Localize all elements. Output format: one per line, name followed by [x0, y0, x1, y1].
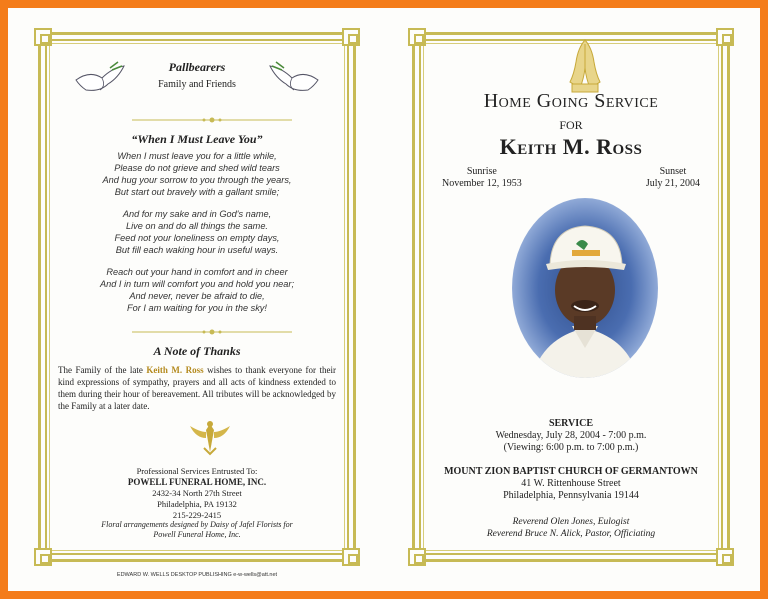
poem-stanza [52, 208, 342, 256]
service-title: Home Going Service [483, 90, 659, 112]
fh-city: Philadelphia, PA 19132 [157, 499, 237, 509]
portrait-photo [512, 198, 658, 378]
floral-credit [52, 520, 342, 540]
pallbearers-section [52, 60, 342, 90]
poem-line: For I am waiting for you in the sky! [127, 303, 267, 313]
pallbearers-subtitle: Family and Friends [158, 79, 236, 90]
officiants [426, 516, 716, 540]
sunrise-label: Sunrise [466, 166, 497, 177]
for-label: FOR [559, 118, 583, 132]
floral-line: Floral arrangements designed by Daisy of Jafel Florists for [101, 520, 293, 529]
fh-entrusted: Professional Services Entrusted To: [136, 466, 258, 476]
poem-line: And never, never be afraid to die, [129, 291, 265, 301]
church-city: Philadelphia, Pennsylvania 19144 [503, 490, 639, 501]
officiant-eulogist: Reverend Olen Jones, Eulogist [512, 517, 630, 527]
sunset-date: July 21, 2004 [645, 178, 700, 189]
program-sheet [8, 8, 760, 591]
thanks-deceased-name: Keith M. Ross [146, 365, 204, 375]
viewing-time: (Viewing: 6:00 p.m. to 7:00 p.m.) [503, 442, 639, 453]
frame-corner [716, 548, 734, 566]
ornamental-divider [132, 328, 292, 336]
fh-phone: 215-229-2415 [172, 510, 222, 520]
poem-line: And for my sake and in God's name, [122, 209, 272, 219]
thanks-title: A Note of Thanks [153, 344, 241, 358]
cover-content [426, 46, 716, 548]
frame-corner [34, 548, 52, 566]
sunset-block [646, 166, 700, 190]
fh-address: 2432-34 North 27th Street [152, 488, 242, 498]
publisher-credit: EDWARD W. WELLS DESKTOP PUBLISHING e-w-wells@att.net [116, 572, 278, 578]
frame-corner [342, 28, 360, 46]
eagle-emblem-icon [188, 418, 232, 456]
service-label: SERVICE [548, 418, 594, 429]
poem-line: Live on and do all things the same. [126, 221, 268, 231]
fh-name: POWELL FUNERAL HOME, INC. [127, 477, 267, 487]
poem-line: And hug your sorrow to you through the years, [102, 175, 292, 185]
poem-stanza [52, 150, 342, 198]
thanks-text-pre: The Family of the late [58, 365, 147, 375]
poem-line: Feed not your loneliness on empty days, [114, 233, 280, 243]
poem-line: Reach out your hand in comfort and in cheer [106, 267, 288, 277]
back-panel [38, 32, 356, 562]
service-info [426, 418, 716, 454]
poem-line: When I must leave you for a little while, [117, 151, 277, 161]
frame-corner [408, 28, 426, 46]
poem-line: Please do not grieve and shed wild tears [114, 163, 280, 173]
thanks-text-post: wishes to thank everyone for their kind expressions of sympathy, prayers and all acts of kindness extended to them during their hour of bereavement. All tributes will be acknowledged by the Family at a later date. [58, 365, 336, 411]
poem-title: “When I Must Leave You” [131, 132, 263, 146]
frame-corner [716, 28, 734, 46]
poem-line: And I in turn will comfort you and hold you near; [99, 279, 295, 289]
thanks-body [58, 364, 336, 412]
sunrise-block [442, 166, 522, 190]
funeral-home-info [52, 466, 342, 521]
church-street: 41 W. Rittenhouse Street [521, 478, 621, 489]
service-date: Wednesday, July 28, 2004 - 7:00 p.m. [495, 430, 647, 441]
deceased-name: Keith M. Ross [499, 134, 643, 159]
portrait-illustration [512, 198, 658, 378]
frame-corner [342, 548, 360, 566]
sunrise-date: November 12, 1953 [442, 178, 522, 189]
church-name: MOUNT ZION BAPTIST CHURCH OF GERMANTOWN [444, 466, 698, 477]
church-info [426, 466, 716, 502]
sunset-label: Sunset [659, 166, 687, 177]
cover-panel [412, 32, 730, 562]
poem-line: But fill each waking hour in useful ways. [115, 245, 279, 255]
frame-corner [408, 548, 426, 566]
poem-line: But start out bravely with a gallant smile; [114, 187, 280, 197]
officiant-pastor: Reverend Bruce N. Alick, Pastor, Officiating [486, 529, 656, 539]
poem-stanza [52, 266, 342, 314]
frame-corner [34, 28, 52, 46]
ornamental-divider [132, 116, 292, 124]
floral-line: Powell Funeral Home, Inc. [153, 530, 241, 539]
pallbearers-title: Pallbearers [168, 60, 226, 74]
back-panel-content [52, 46, 342, 548]
praying-hands-icon [562, 38, 608, 94]
